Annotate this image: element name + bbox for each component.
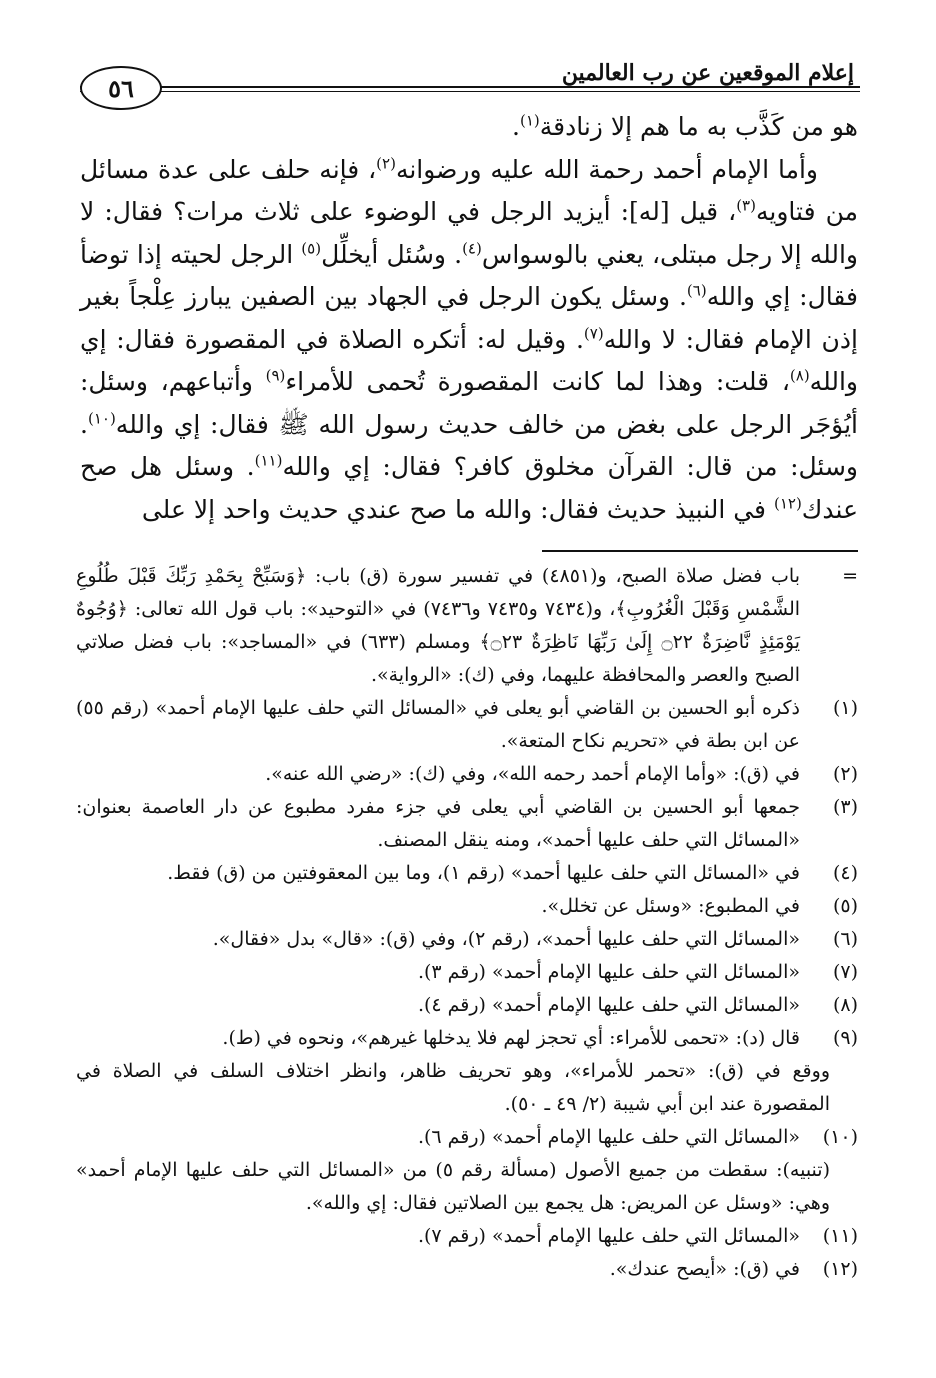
footnote-ref: (٣) <box>736 196 756 215</box>
footnote-11 <box>76 1220 858 1253</box>
text-run: . وقيل له: أتكره الصلاة في المقصورة فقال: إي والله <box>80 324 858 396</box>
footnote-12 <box>76 1253 858 1286</box>
footnote-text: في المطبوع: «وسئل عن تخلل». <box>541 895 800 917</box>
footnote-number: (١٢) <box>822 1258 858 1280</box>
footnote-text: «المسائل التي حلف عليها الإمام أحمد» (رقم ٤). <box>417 994 800 1016</box>
text-run: . <box>512 112 520 141</box>
footnote-10 <box>76 1121 858 1154</box>
footnote-separator <box>542 550 858 552</box>
text-run: وأتباعهم، وسئل: أيُؤجَر الرجل على بغض من خالف حديث رسول الله ﷺ فقال: إي والله <box>80 367 858 439</box>
footnote-1 <box>76 692 858 758</box>
footnote-text: «المسائل التي حلف عليها أحمد»، (رقم ٢)، وفي (ق): «قال» بدل «فقال». <box>212 928 800 950</box>
footnote-text: «المسائل التي حلف عليها الإمام أحمد» (رقم ٦). <box>417 1126 800 1148</box>
footnote-ref: (٥) <box>301 239 322 258</box>
footnote-10-note: (تنبيه): سقطت من جميع الأصول (مسألة رقم ٥) من «المسائل التي حلف عليها الإمام أحمد» وهي: «وسئل عن المريض: هل يجمع بين الصلاتين فقال: إي والله». <box>76 1159 830 1214</box>
footnote-7 <box>76 956 858 989</box>
text-run: . وسئل يكون الرجل في الجهاد بين الصفين يبارز عِلْجاً بغير إذن الإمام فقال: لا والله <box>80 282 858 354</box>
footnote-3 <box>76 791 858 857</box>
footnote-number: (٨) <box>832 994 858 1016</box>
footnote-text: في (ق): «وأما الإمام أحمد رحمه الله»، وفي (ك): «رضي الله عنه». <box>265 763 800 785</box>
text-run: . وسُئل أيخلِّل <box>321 239 463 269</box>
page-number: ٥٦ <box>80 66 162 110</box>
paragraph-2 <box>80 149 858 532</box>
footnote-8 <box>76 989 858 1022</box>
footnote-number: (٦) <box>832 928 858 950</box>
footnote-2 <box>76 758 858 791</box>
footnote-number: (٢) <box>832 763 858 785</box>
text-run: . وسئل هل صح عندك <box>80 452 858 524</box>
footnote-text: «المسائل التي حلف عليها الإمام أحمد» (رقم ٣). <box>417 961 800 983</box>
footnote-4 <box>76 857 858 890</box>
text-run: في النبيذ حديث فقال: والله ما صح عندي حديث واحد إلا على <box>141 494 774 524</box>
footnote-ref: (٦) <box>686 281 707 300</box>
footnote-text: «المسائل التي حلف عليها الإمام أحمد» (رقم ٧). <box>417 1225 800 1247</box>
footnote-text: في (ق): «أيصح عندك». <box>609 1258 800 1280</box>
text-run: وأما الإمام أحمد رحمة الله عليه ورضوانه <box>395 154 818 184</box>
page-header <box>80 52 860 102</box>
footnote-number: (٥) <box>832 895 858 917</box>
footnote-text: باب فضل صلاة الصبح، و(٤٨٥١) في تفسير سورة (ق) باب: ﴿وَسَبِّحْ بِحَمْدِ رَبِّكَ قَبْلَ طُلُوعِ الشَّمْسِ وَقَبْلَ الْغُرُوبِ﴾، و(٧٤٣٤ و٧٤٣٥ و٧٤٣٦) في «التوحيد»: باب قول الله تعالى: ﴿وُجُوهٌ يَوْمَئِذٍ نَّاضِرَةٌ ۝٢٢ إِلَىٰ رَبِّهَا نَاظِرَةٌ ۝٢٣﴾ ومسلم (٦٣٣) في «المساجد»: باب فضل صلاتي الصبح والعصر والمحافظة عليهما، وفي (ك): «الرواية». <box>76 565 801 686</box>
text-run: الرجل لحيته إذا توضأ فقال: إي والله <box>80 239 858 311</box>
footnote-number: (١) <box>832 697 858 719</box>
text-run: ، قيل [له]: أيزيد الرجل في الوضوء على ثلاث مرات؟ فقال: لا والله إلا رجل مبتلى، يعني بالوسواس <box>80 197 859 269</box>
footnote-5 <box>76 890 858 923</box>
footnote-9-continuation: ووقع في (ق): «تحمر للأمراء»، وهو تحريف ظاهر، وانظر اختلاف السلف في الصلاة في المقصورة عند ابن أبي شيبة (٢/ ٤٩ ـ ٥٠). <box>76 1060 830 1115</box>
footnote-9 <box>76 1022 858 1055</box>
footnotes <box>76 560 858 1286</box>
text-run: ، فإنه حلف على عدة مسائل من فتاويه <box>80 154 858 226</box>
footnote-number: (١١) <box>822 1225 858 1247</box>
footnote-continuation <box>76 560 858 692</box>
footnote-6 <box>76 923 858 956</box>
text-run: هو من كَذَّب به ما هم إلا زنادقة <box>539 112 858 141</box>
header-rule <box>80 86 860 88</box>
text-run: ، قلت: وهذا لما كانت المقصورة تُحمى للأمراء <box>285 367 790 396</box>
running-title: إعلام الموقعين عن رب العالمين <box>561 60 854 86</box>
header-rule-thin <box>80 91 860 92</box>
footnote-ref: (٤) <box>462 239 482 258</box>
footnote-text: قال (د): «تحمى للأمراء: أي تحجز لهم فلا يدخلها غيرهم»، ونحوه في (ط). <box>222 1027 800 1049</box>
footnote-ref: (٨) <box>789 366 810 385</box>
continuation-marker: = <box>842 565 858 587</box>
footnote-number: (١٠) <box>822 1126 858 1148</box>
footnote-text: في «المسائل التي حلف عليها أحمد» (رقم ١)، وما بين المعقوفتين من (ق) فقط. <box>167 862 800 884</box>
footnote-number: (٧) <box>832 961 858 983</box>
footnote-text: جمعها أبو الحسين بن القاضي أبي يعلى في جزء مفرد مطبوع عن دار العاصمة بعنوان: «المسائل التي حلف عليها أحمد»، ومنه ينقل المصنف. <box>76 796 800 851</box>
footnote-ref: (١٢) <box>773 494 802 513</box>
footnote-ref: (٢) <box>376 154 396 173</box>
text-run: . وسئل: من قال: القرآن مخلوق كافر؟ فقال: إي والله <box>80 409 858 481</box>
footnote-number: (٣) <box>832 796 858 818</box>
main-text <box>80 106 858 531</box>
footnote-ref: (٩) <box>265 366 286 385</box>
footnote-number: (٩) <box>832 1027 858 1049</box>
footnote-ref: (١٠) <box>87 409 116 428</box>
footnote-number: (٤) <box>832 862 858 884</box>
footnote-ref: (١) <box>519 111 540 130</box>
paragraph-1 <box>80 106 858 149</box>
footnote-ref: (١١) <box>254 451 283 470</box>
footnote-text: ذكره أبو الحسين بن القاضي أبو يعلى في «المسائل التي حلف عليها الإمام أحمد» (رقم ٥٥) عن ابن بطة في «تحريم نكاح المتعة». <box>76 697 800 752</box>
footnote-ref: (٧) <box>583 324 604 343</box>
